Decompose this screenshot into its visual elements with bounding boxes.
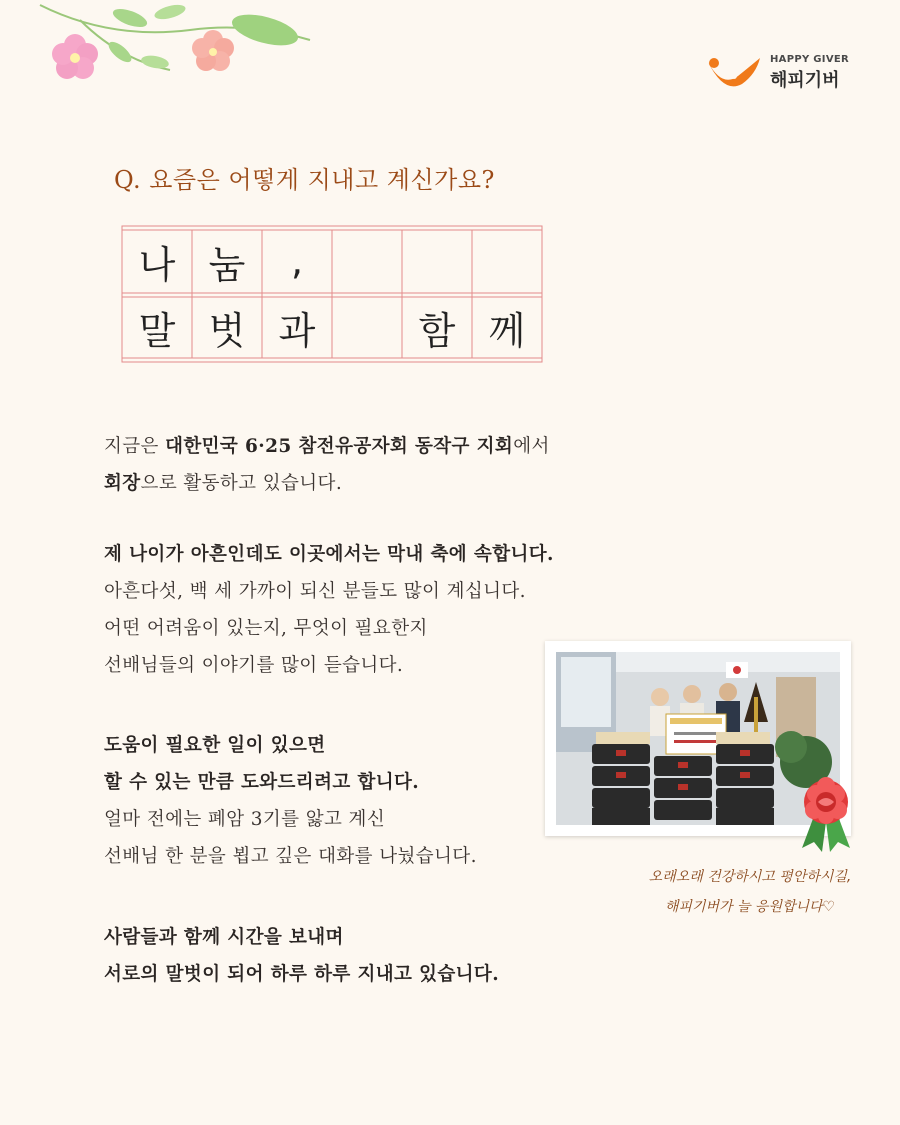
- caption-line: 오래오래 건강하시고 평안하시길,: [648, 869, 852, 885]
- caption-line: 해피기버가 늘 응원합니다♡: [664, 899, 836, 915]
- grid-cell: [332, 294, 402, 360]
- grid-cell: [402, 228, 472, 294]
- brand-logo: [704, 52, 864, 96]
- brand-name: 해피기버: [770, 70, 840, 91]
- text-line: 제 나이가 아흔인데도 이곳에서는 막내 축에 속합니다.: [104, 544, 554, 565]
- text-line: 선배님 한 분을 뵙고 깊은 대화를 나눴습니다.: [104, 846, 477, 867]
- text-span: 에서: [513, 436, 550, 457]
- text-span: 지금은: [104, 436, 166, 457]
- carnation-badge-icon: [792, 772, 860, 854]
- grid-cell: 눔: [208, 242, 246, 287]
- text-line: 서로의 말벗이 되어 하루 하루 지내고 있습니다.: [104, 964, 500, 985]
- text-line: 사람들과 함께 시간을 보내며: [104, 927, 344, 948]
- handwritten-caption: [640, 862, 860, 922]
- happygiver-logo-icon: [704, 54, 764, 90]
- grid-cell: [472, 228, 542, 294]
- text-line: 도움이 필요한 일이 있으면: [104, 735, 326, 756]
- text-line: 아흔다섯, 백 세 가까이 되신 분들도 많이 계십니다.: [104, 581, 526, 602]
- text-line: 어떤 어려움이 있는지, 무엇이 필요한지: [104, 618, 428, 639]
- brand-tagline: HAPPY GIVER: [770, 54, 849, 65]
- grid-cell: 께: [488, 308, 526, 353]
- text-line: 얼마 전에는 폐암 3기를 앓고 계신: [104, 809, 386, 830]
- grid-cell: [332, 228, 402, 294]
- paragraph-1: [104, 428, 550, 502]
- bold-text: 회장: [104, 473, 141, 494]
- flower-branch-icon: [20, 0, 320, 100]
- manuscript-grid: [120, 224, 544, 364]
- grid-cell: 말: [138, 308, 176, 353]
- text-line: [104, 465, 550, 502]
- paragraph-3: [104, 727, 477, 875]
- text-span: 으로 활동하고 있습니다.: [140, 473, 343, 494]
- grid-cell: 벗: [208, 308, 246, 353]
- paragraph-2: [104, 536, 554, 684]
- bold-text: 대한민국 6·25 참전유공자회 동작구 지회: [165, 436, 514, 457]
- text-line: 할 수 있는 만큼 도와드리려고 합니다.: [104, 772, 420, 793]
- grid-cell: 과: [278, 308, 316, 353]
- paragraph-4: [104, 919, 499, 993]
- grid-cell: 나: [138, 242, 176, 287]
- text-line: [104, 428, 550, 465]
- text-line: 선배님들의 이야기를 많이 듣습니다.: [104, 655, 404, 676]
- grid-cell: ,: [290, 239, 304, 283]
- grid-cell: 함: [418, 308, 456, 353]
- question-heading: Q. 요즘은 어떻게 지내고 계신가요?: [114, 166, 495, 194]
